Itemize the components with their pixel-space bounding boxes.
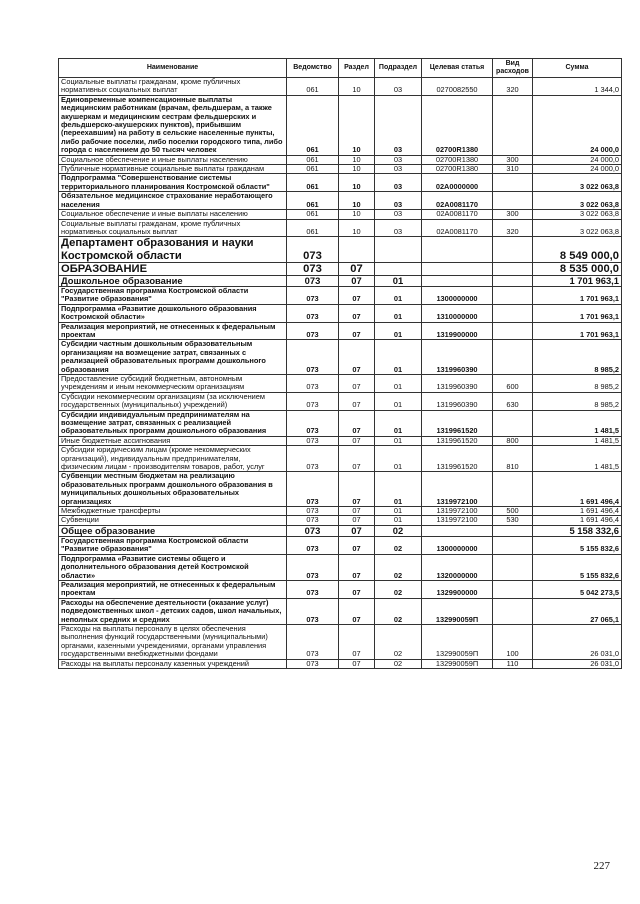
- cell-target: 1319900000: [422, 322, 493, 340]
- cell-subsection: 01: [375, 340, 422, 375]
- cell-name: Межбюджетные трансферты: [59, 507, 287, 516]
- table-row: [59, 304, 622, 322]
- cell-name: Реализация мероприятий, не отнесенных к федеральным проектам: [59, 580, 287, 598]
- cell-expense: 300: [493, 155, 533, 164]
- cell-target: 0270082550: [422, 78, 493, 96]
- cell-section: 07: [339, 472, 375, 507]
- cell-target: 132990059П: [422, 659, 493, 668]
- table-row: [59, 340, 622, 375]
- cell-target: 132990059П: [422, 624, 493, 659]
- cell-name: Социальное обеспечение и иные выплаты населению: [59, 210, 287, 219]
- cell-name: Субсидии частным дошкольным образовательным организациям на возмещение затрат, связанных с реализацией образовательных программ дошкольного образования: [59, 340, 287, 375]
- cell-subsection: 01: [375, 286, 422, 304]
- cell-expense: 100: [493, 624, 533, 659]
- cell-section: 07: [339, 598, 375, 624]
- cell-dept: 073: [287, 554, 339, 580]
- cell-dept: 073: [287, 410, 339, 436]
- table-row: [59, 659, 622, 668]
- cell-name: ОБРАЗОВАНИЕ: [59, 262, 287, 275]
- cell-section: 10: [339, 95, 375, 155]
- cell-name: Единовременные компенсационные выплаты медицинским работникам (врачам, фельдшерам, а также акушеркам и медицинским сестрам фельдшерских и фельдшерско-акушерских пунктов), прибывшим (переехавшим) на работу в сельские населенные пункты, либо рабочие поселки, либо поселки городского типа, либо города с населением до 50 тысяч человек: [59, 95, 287, 155]
- cell-sum: 26 031,0: [533, 659, 622, 668]
- cell-target: 02A0000000: [422, 174, 493, 192]
- cell-expense: [493, 192, 533, 210]
- cell-target: [422, 237, 493, 262]
- cell-target: 1319960390: [422, 340, 493, 375]
- table-body: [59, 78, 622, 669]
- cell-dept: 073: [287, 275, 339, 286]
- cell-expense: 320: [493, 78, 533, 96]
- cell-name: Департамент образования и науки Костромской области: [59, 237, 287, 262]
- header-section: Раздел: [339, 59, 375, 78]
- cell-expense: 630: [493, 392, 533, 410]
- table-row: [59, 192, 622, 210]
- cell-subsection: 02: [375, 659, 422, 668]
- cell-section: 07: [339, 446, 375, 472]
- header-expense: Вид расходов: [493, 59, 533, 78]
- table-row: [59, 374, 622, 392]
- cell-sum: 8 985,2: [533, 340, 622, 375]
- cell-section: 07: [339, 624, 375, 659]
- cell-sum: 5 155 832,6: [533, 554, 622, 580]
- cell-target: [422, 275, 493, 286]
- cell-sum: 1 344,0: [533, 78, 622, 96]
- cell-section: 07: [339, 554, 375, 580]
- cell-name: Общее образование: [59, 525, 287, 536]
- cell-subsection: 03: [375, 165, 422, 174]
- cell-target: 1300000000: [422, 286, 493, 304]
- cell-expense: [493, 580, 533, 598]
- cell-subsection: 03: [375, 95, 422, 155]
- cell-sum: 26 031,0: [533, 624, 622, 659]
- cell-expense: [493, 174, 533, 192]
- cell-target: [422, 262, 493, 275]
- cell-section: 10: [339, 78, 375, 96]
- cell-dept: 073: [287, 516, 339, 525]
- cell-section: 07: [339, 262, 375, 275]
- cell-dept: 073: [287, 392, 339, 410]
- cell-target: 02A0081170: [422, 192, 493, 210]
- cell-section: 10: [339, 219, 375, 237]
- cell-expense: [493, 472, 533, 507]
- cell-subsection: 02: [375, 536, 422, 554]
- cell-name: Подпрограмма "Совершенствование системы территориального планирования Костромской области": [59, 174, 287, 192]
- cell-name: Субвенции местным бюджетам на реализацию образовательных программ дошкольного образования в муниципальных дошкольных образовательных организациях: [59, 472, 287, 507]
- table-header-row: [59, 59, 622, 78]
- cell-expense: [493, 95, 533, 155]
- table-row: [59, 78, 622, 96]
- cell-sum: 8 535 000,0: [533, 262, 622, 275]
- cell-expense: [493, 525, 533, 536]
- cell-sum: 24 000,0: [533, 155, 622, 164]
- table-row: [59, 237, 622, 262]
- table-row: [59, 624, 622, 659]
- cell-subsection: 03: [375, 174, 422, 192]
- cell-subsection: 01: [375, 374, 422, 392]
- cell-dept: 073: [287, 507, 339, 516]
- cell-subsection: 01: [375, 436, 422, 445]
- cell-dept: 073: [287, 536, 339, 554]
- cell-subsection: 03: [375, 78, 422, 96]
- cell-subsection: [375, 237, 422, 262]
- cell-dept: 073: [287, 525, 339, 536]
- cell-section: 07: [339, 580, 375, 598]
- table-row: [59, 554, 622, 580]
- cell-name: Субвенции: [59, 516, 287, 525]
- cell-subsection: 01: [375, 507, 422, 516]
- cell-sum: 3 022 063,8: [533, 219, 622, 237]
- cell-section: 10: [339, 210, 375, 219]
- table-row: [59, 507, 622, 516]
- cell-target: 1310000000: [422, 304, 493, 322]
- cell-name: Социальные выплаты гражданам, кроме публичных нормативных социальных выплат: [59, 219, 287, 237]
- cell-target: [422, 525, 493, 536]
- cell-dept: 073: [287, 446, 339, 472]
- budget-table: [58, 58, 622, 669]
- cell-target: 1319960390: [422, 374, 493, 392]
- cell-name: Расходы на выплаты персоналу казенных учреждений: [59, 659, 287, 668]
- cell-section: 07: [339, 340, 375, 375]
- cell-name: Субсидии индивидуальным предпринимателям на возмещение затрат, связанных с реализацией образовательных программ дошкольного образования: [59, 410, 287, 436]
- cell-name: Предоставление субсидий бюджетным, автономным учреждениям и иным некоммерческим организациям: [59, 374, 287, 392]
- cell-target: 1300000000: [422, 536, 493, 554]
- header-target: Целевая статья: [422, 59, 493, 78]
- cell-expense: [493, 410, 533, 436]
- cell-expense: 810: [493, 446, 533, 472]
- cell-sum: 5 155 832,6: [533, 536, 622, 554]
- cell-expense: [493, 286, 533, 304]
- cell-name: Иные бюджетные ассигнования: [59, 436, 287, 445]
- cell-subsection: [375, 262, 422, 275]
- cell-dept: 061: [287, 210, 339, 219]
- cell-expense: [493, 536, 533, 554]
- header-sum: Сумма: [533, 59, 622, 78]
- cell-subsection: 02: [375, 624, 422, 659]
- cell-name: Социальные выплаты гражданам, кроме публичных нормативных социальных выплат: [59, 78, 287, 96]
- cell-target: 02700R1380: [422, 165, 493, 174]
- cell-dept: 073: [287, 598, 339, 624]
- cell-expense: 110: [493, 659, 533, 668]
- cell-dept: 073: [287, 286, 339, 304]
- cell-expense: [493, 304, 533, 322]
- cell-dept: 061: [287, 174, 339, 192]
- table-row: [59, 525, 622, 536]
- cell-subsection: 03: [375, 210, 422, 219]
- cell-section: [339, 237, 375, 262]
- cell-subsection: 01: [375, 322, 422, 340]
- cell-dept: 073: [287, 304, 339, 322]
- cell-target: 1320000000: [422, 554, 493, 580]
- table-row: [59, 392, 622, 410]
- cell-sum: 24 000,0: [533, 165, 622, 174]
- table-row: [59, 516, 622, 525]
- cell-section: 10: [339, 174, 375, 192]
- cell-dept: 073: [287, 580, 339, 598]
- table-row: [59, 322, 622, 340]
- cell-section: 07: [339, 275, 375, 286]
- cell-target: 02A0081170: [422, 219, 493, 237]
- cell-sum: 3 022 063,8: [533, 174, 622, 192]
- cell-sum: 8 985,2: [533, 392, 622, 410]
- cell-expense: [493, 554, 533, 580]
- cell-target: 1319961520: [422, 446, 493, 472]
- cell-sum: 5 158 332,6: [533, 525, 622, 536]
- cell-expense: 800: [493, 436, 533, 445]
- cell-sum: 1 691 496,4: [533, 507, 622, 516]
- cell-subsection: 03: [375, 155, 422, 164]
- table-row: [59, 580, 622, 598]
- cell-target: 02A0081170: [422, 210, 493, 219]
- header-name: Наименование: [59, 59, 287, 78]
- cell-name: Расходы на обеспечение деятельности (оказание услуг) подведомственных школ - детских садов, школ начальных, неполных средних и средних: [59, 598, 287, 624]
- cell-section: 07: [339, 286, 375, 304]
- cell-dept: 061: [287, 192, 339, 210]
- cell-subsection: 01: [375, 472, 422, 507]
- header-dept: Ведомство: [287, 59, 339, 78]
- cell-sum: 1 701 963,1: [533, 322, 622, 340]
- cell-section: 07: [339, 410, 375, 436]
- cell-subsection: 03: [375, 192, 422, 210]
- cell-expense: 320: [493, 219, 533, 237]
- cell-name: Реализация мероприятий, не отнесенных к федеральным проектам: [59, 322, 287, 340]
- cell-dept: 073: [287, 340, 339, 375]
- cell-target: 1319961520: [422, 436, 493, 445]
- cell-expense: 300: [493, 210, 533, 219]
- cell-dept: 073: [287, 374, 339, 392]
- cell-name: Субсидии юридическим лицам (кроме некоммерческих организаций), индивидуальным предпринимателям, физическим лицам - производителям товаров, работ, услуг: [59, 446, 287, 472]
- cell-expense: [493, 598, 533, 624]
- cell-subsection: 02: [375, 598, 422, 624]
- cell-name: Публичные нормативные социальные выплаты гражданам: [59, 165, 287, 174]
- cell-section: 07: [339, 392, 375, 410]
- cell-subsection: 01: [375, 410, 422, 436]
- cell-subsection: 01: [375, 392, 422, 410]
- cell-section: 07: [339, 525, 375, 536]
- cell-sum: 27 065,1: [533, 598, 622, 624]
- cell-sum: 8 985,2: [533, 374, 622, 392]
- cell-dept: 073: [287, 472, 339, 507]
- cell-name: Расходы на выплаты персоналу в целях обеспечения выполнения функций государственными (муниципальными) органами, казенными учреждениями, органами управления государственными внебюджетными фондами: [59, 624, 287, 659]
- cell-section: 07: [339, 659, 375, 668]
- cell-name: Социальное обеспечение и иные выплаты населению: [59, 155, 287, 164]
- cell-sum: 3 022 063,8: [533, 210, 622, 219]
- cell-section: 07: [339, 436, 375, 445]
- cell-target: 1319961520: [422, 410, 493, 436]
- table-row: [59, 165, 622, 174]
- cell-name: Субсидии некоммерческим организациям (за исключением государственных (муниципальных) учреждений): [59, 392, 287, 410]
- cell-expense: 600: [493, 374, 533, 392]
- table-row: [59, 262, 622, 275]
- cell-dept: 073: [287, 322, 339, 340]
- header-subsection: Подраздел: [375, 59, 422, 78]
- cell-sum: 8 549 000,0: [533, 237, 622, 262]
- page-number: 227: [593, 860, 610, 872]
- cell-subsection: 03: [375, 219, 422, 237]
- cell-sum: 5 042 273,5: [533, 580, 622, 598]
- table-row: [59, 446, 622, 472]
- cell-section: 10: [339, 165, 375, 174]
- cell-subsection: 01: [375, 516, 422, 525]
- cell-section: 07: [339, 322, 375, 340]
- cell-dept: 073: [287, 624, 339, 659]
- cell-expense: [493, 340, 533, 375]
- cell-dept: 073: [287, 659, 339, 668]
- cell-section: 07: [339, 516, 375, 525]
- cell-sum: 1 701 963,1: [533, 286, 622, 304]
- cell-section: 07: [339, 536, 375, 554]
- cell-dept: 073: [287, 262, 339, 275]
- cell-target: 132990059П: [422, 598, 493, 624]
- cell-sum: 1 701 963,1: [533, 275, 622, 286]
- cell-expense: [493, 275, 533, 286]
- table-row: [59, 210, 622, 219]
- cell-name: Дошкольное образование: [59, 275, 287, 286]
- cell-section: 07: [339, 507, 375, 516]
- cell-sum: 1 481,5: [533, 446, 622, 472]
- cell-dept: 061: [287, 155, 339, 164]
- cell-dept: 061: [287, 78, 339, 96]
- cell-expense: 530: [493, 516, 533, 525]
- table-row: [59, 436, 622, 445]
- cell-sum: 3 022 063,8: [533, 192, 622, 210]
- cell-dept: 073: [287, 237, 339, 262]
- cell-sum: 1 691 496,4: [533, 516, 622, 525]
- table-row: [59, 155, 622, 164]
- cell-sum: 24 000,0: [533, 95, 622, 155]
- cell-expense: [493, 262, 533, 275]
- cell-section: 10: [339, 155, 375, 164]
- cell-target: 02700R1380: [422, 95, 493, 155]
- cell-expense: [493, 237, 533, 262]
- cell-subsection: 01: [375, 304, 422, 322]
- cell-subsection: 02: [375, 525, 422, 536]
- cell-subsection: 01: [375, 275, 422, 286]
- cell-sum: 1 701 963,1: [533, 304, 622, 322]
- cell-name: Обязательное медицинское страхование неработающего населения: [59, 192, 287, 210]
- cell-section: 10: [339, 192, 375, 210]
- cell-name: Государственная программа Костромской области "Развитие образования": [59, 286, 287, 304]
- cell-target: 1329900000: [422, 580, 493, 598]
- cell-name: Подпрограмма «Развитие дошкольного образования Костромской области»: [59, 304, 287, 322]
- cell-target: 02700R1380: [422, 155, 493, 164]
- table-row: [59, 219, 622, 237]
- table-row: [59, 95, 622, 155]
- cell-target: 1319972100: [422, 516, 493, 525]
- table-row: [59, 410, 622, 436]
- cell-name: Подпрограмма «Развитие системы общего и дополнительного образования детей Костромской области»: [59, 554, 287, 580]
- cell-expense: 310: [493, 165, 533, 174]
- table-row: [59, 472, 622, 507]
- cell-dept: 061: [287, 165, 339, 174]
- cell-subsection: 01: [375, 446, 422, 472]
- cell-sum: 1 691 496,4: [533, 472, 622, 507]
- table-row: [59, 174, 622, 192]
- cell-section: 07: [339, 374, 375, 392]
- cell-section: 07: [339, 304, 375, 322]
- cell-sum: 1 481,5: [533, 410, 622, 436]
- cell-dept: 061: [287, 219, 339, 237]
- table-row: [59, 286, 622, 304]
- table-row: [59, 598, 622, 624]
- cell-sum: 1 481,5: [533, 436, 622, 445]
- cell-subsection: 02: [375, 554, 422, 580]
- table-row: [59, 536, 622, 554]
- cell-dept: 073: [287, 436, 339, 445]
- cell-target: 1319972100: [422, 507, 493, 516]
- cell-expense: [493, 322, 533, 340]
- table-row: [59, 275, 622, 286]
- cell-dept: 061: [287, 95, 339, 155]
- cell-name: Государственная программа Костромской области "Развитие образования": [59, 536, 287, 554]
- cell-subsection: 02: [375, 580, 422, 598]
- cell-target: 1319960390: [422, 392, 493, 410]
- cell-target: 1319972100: [422, 472, 493, 507]
- cell-expense: 500: [493, 507, 533, 516]
